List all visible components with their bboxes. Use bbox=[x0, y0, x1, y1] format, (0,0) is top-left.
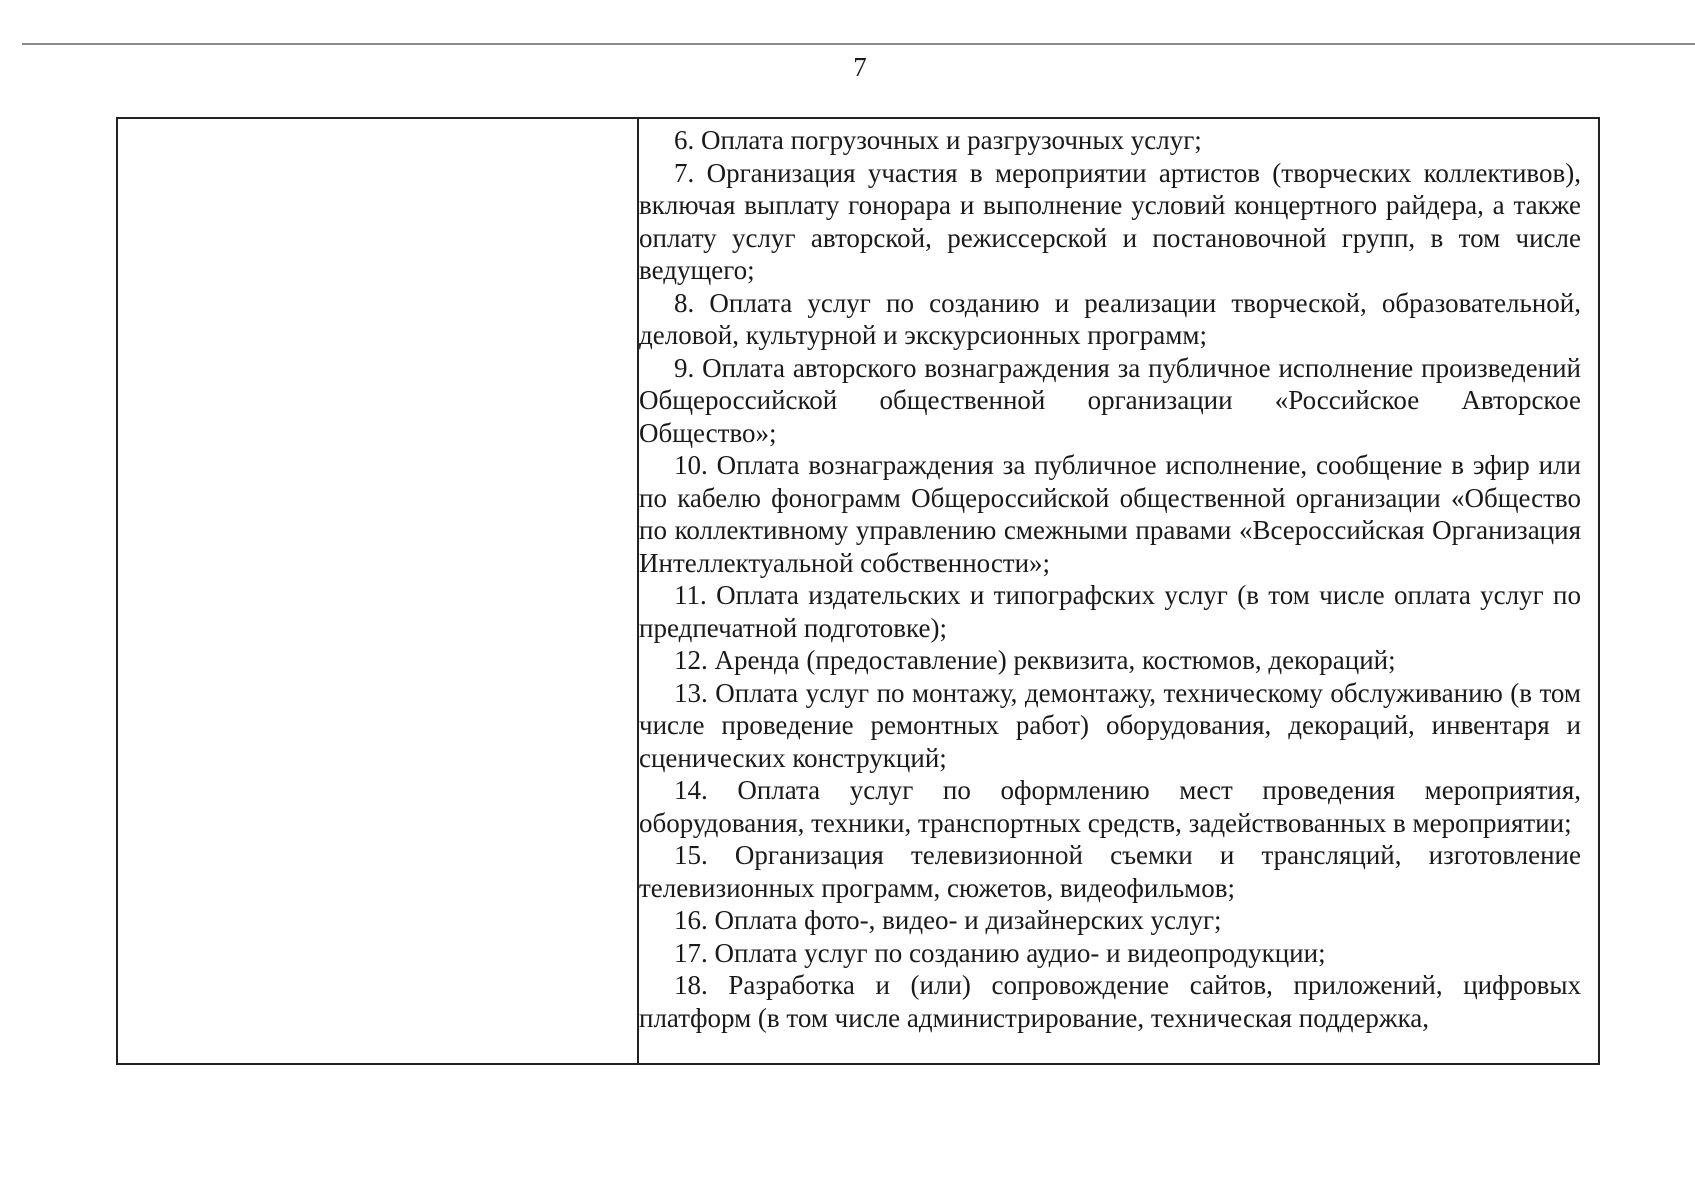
list-item: 18. Разработка и (или) сопровождение сайтов, приложений, цифровых платформ (в том числе администрирование, техническая поддержка, bbox=[639, 970, 1581, 1033]
list-item: 14. Оплата услуг по оформлению мест проведения мероприятия, оборудования, техники, транспортных средств, задействованных в мероприятии; bbox=[639, 775, 1581, 838]
list-item: 7. Организация участия в мероприятии артистов (творческих коллективов), включая выплату гонорара и выполнение условий концертного райдера, а также оплату услуг авторской, режиссерской и постановочной групп, в том числе ведущего; bbox=[639, 157, 1581, 285]
list-item: 8. Оплата услуг по созданию и реализации творческой, образовательной, деловой, культурной и экскурсионных программ; bbox=[639, 287, 1581, 350]
list-item: 13. Оплата услуг по монтажу, демонтажу, техническому обслуживанию (в том числе проведение ремонтных работ) оборудования, декораций, инвентаря и сценических конструкций; bbox=[639, 677, 1581, 773]
list-item: 11. Оплата издательских и типографских услуг (в том числе оплата услуг по предпечатной подготовке); bbox=[639, 580, 1581, 643]
list-item: 17. Оплата услуг по созданию аудио- и видеопродукции; bbox=[674, 937, 1326, 968]
list-item: 15. Организация телевизионной съемки и трансляций, изготовление телевизионных программ, сюжетов, видеофильмов; bbox=[639, 840, 1581, 903]
right-cell bbox=[639, 119, 1598, 1063]
document-table bbox=[116, 117, 1600, 1065]
list-item: 10. Оплата вознаграждения за публичное исполнение, сообщение в эфир или по кабелю фонограмм Общероссийской общественной организации «Общество по коллективному управлению смежными правами «Всероссийская Организация Интеллектуальной собственности»; bbox=[639, 450, 1581, 578]
list-item: 6. Оплата погрузочных и разгрузочных услуг; bbox=[674, 125, 1202, 155]
top-rule bbox=[22, 43, 1695, 45]
list-item: 16. Оплата фото-, видео- и дизайнерских услуг; bbox=[674, 905, 1222, 935]
list-item: 12. Аренда (предоставление) реквизита, костюмов, декораций; bbox=[674, 645, 1396, 675]
left-cell bbox=[118, 119, 639, 1063]
page-number: 7 bbox=[853, 52, 867, 82]
list-item: 9. Оплата авторского вознаграждения за публичное исполнение произведений Общероссийской общественной организации «Российское Авторское Общество»; bbox=[639, 352, 1581, 448]
